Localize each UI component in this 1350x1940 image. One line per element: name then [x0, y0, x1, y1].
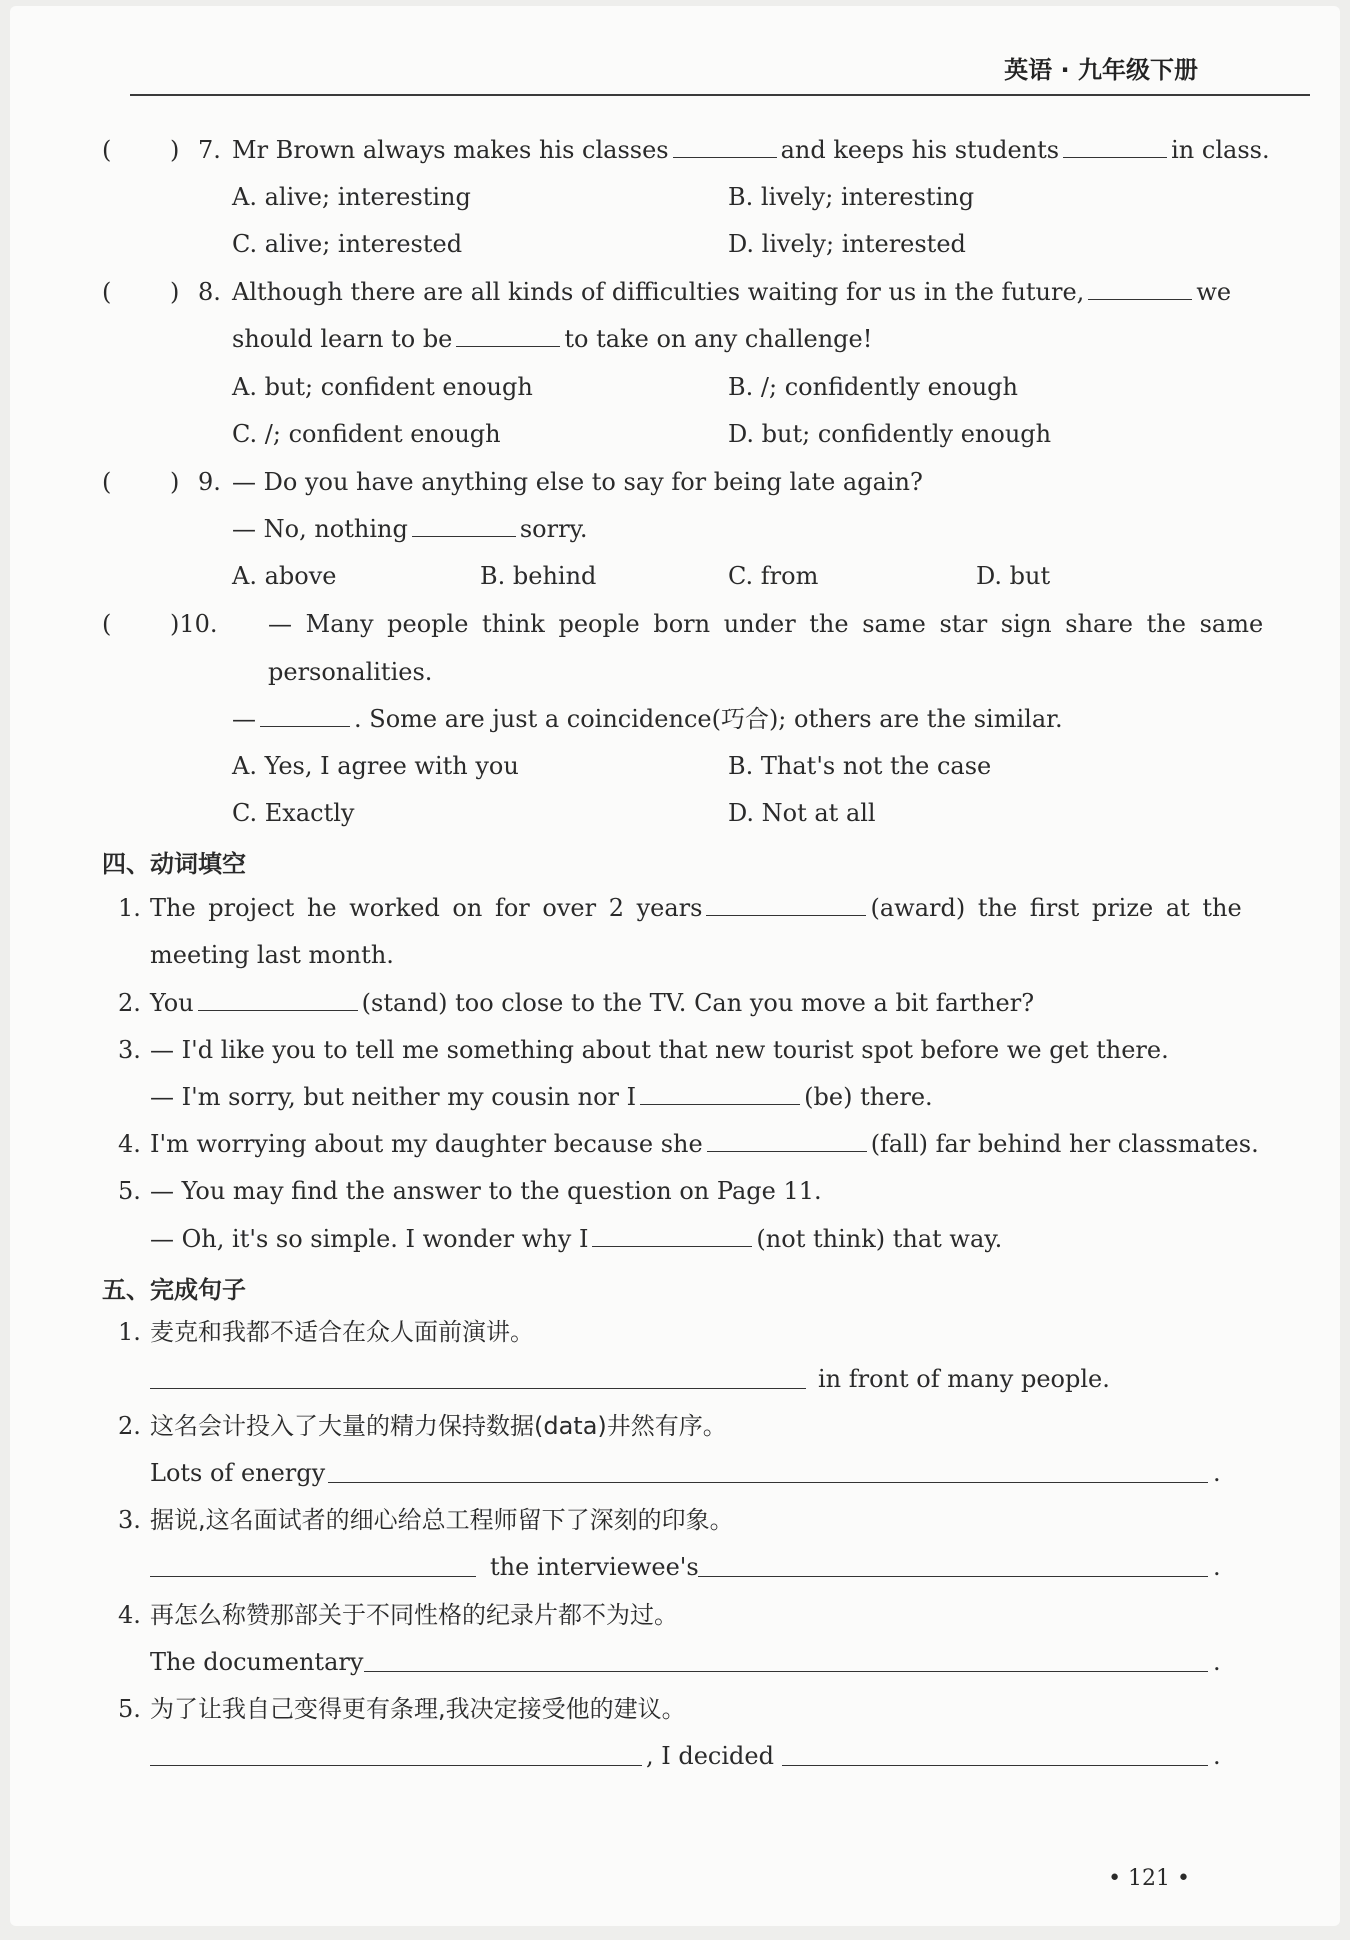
answer-blank[interactable]	[456, 324, 560, 347]
option-c: C. from	[728, 562, 819, 590]
option-c: C. alive; interested	[232, 230, 463, 258]
answer-blank[interactable]	[198, 988, 358, 1011]
answer-blank[interactable]	[707, 1129, 867, 1152]
answer-blank[interactable]	[260, 704, 350, 727]
page-header	[130, 46, 1310, 96]
option-b: B. /; confidently enough	[728, 373, 1018, 401]
option-b: B. lively; interesting	[728, 183, 975, 211]
option-a: A. alive; interesting	[232, 183, 471, 211]
option-c: C. Exactly	[232, 799, 355, 827]
answer-blank[interactable]	[592, 1224, 752, 1247]
question-stem: — Do you have anything else to say for being late again?	[232, 468, 923, 496]
answer-line[interactable]	[328, 1482, 1208, 1483]
option-d: D. but	[976, 562, 1051, 590]
question-number: 9.	[198, 468, 221, 496]
answer-blank[interactable]	[412, 514, 516, 537]
option-d: D. Not at all	[728, 799, 876, 827]
question-stem: — Many people think people born under the same star sign share the same	[268, 610, 1264, 638]
section-title-complete-sentences: 五、完成句子	[102, 1276, 246, 1304]
section-title-verb-fill: 四、动词填空	[102, 850, 246, 878]
page-number: • 121 •	[1108, 1866, 1190, 1891]
answer-blank[interactable]	[640, 1082, 800, 1105]
question-stem-cont: personalities.	[268, 658, 433, 686]
answer-blank[interactable]	[1088, 277, 1192, 300]
question-stem-line2: — No, nothing sorry.	[232, 515, 588, 543]
option-d: D. but; confidently enough	[728, 420, 1052, 448]
question-stem-line2: should learn to be to take on any challenge!	[232, 325, 873, 353]
question-stem: Mr Brown always makes his classes and keeps his students in class.	[232, 136, 1270, 164]
option-a: A. Yes, I agree with you	[232, 752, 519, 780]
answer-line[interactable]	[698, 1576, 1208, 1577]
option-d: D. lively; interested	[728, 230, 966, 258]
worksheet-page: 英语 · 九年级下册 ( ) 7. Mr Brown always makes his classes and keeps his students in class. A. alive; interesting B. lively; interesting C. alive; interested D. lively; interested ( ) 8. Although there are all kinds of difficulties waiting for us in the future, we should learn to be to take on any challenge! A. but; confident enough B. /; confidently enough C. /; confident enough D. but; confidently enough ( ) 9. — Do you have anything else to say for being late again? — No, nothing sorry. A. above B. behind C. from D. but ( )10. — Many people think people born under the same star sign share the same personalities. — . Some are just a coincidence(巧合); others are the similar. A. Yes, I agree with you B. That's not the case C. Exactly D. Not at all 四、动词填空 1. The project he worked on for over 2 years (award) the first prize at the meeting last month. 2. You (stand) too close to the TV. Can you move a bit farther? 3. — I'd like you to tell me something about that new tourist spot before we get there. — I'm sorry, but neither my cousin nor I (be) there. 4. I'm worrying about my daughter because she (fall) far behind her classmates. 5. — You may find the answer to the question on Page 11. — Oh, it's so simple. I wonder why I (not think) that way. 五、完成句子 1. 麦克和我都不适合在众人面前演讲。 in front of many people. 2. 这名会计投入了大量的精力保持数据(data)井然有序。 Lots of energy . 3. 据说,这名面试者的细心给总工程师留下了深刻的印象。 the interviewee's . 4. 再怎么称赞那部关于不同性格的纪录片都不为过。 The documentary . 5. 为了让我自己变得更有条理,我决定接受他的建议。 , I decided . • 121 •	[10, 6, 1340, 1926]
answer-line[interactable]	[150, 1388, 806, 1389]
answer-line[interactable]	[150, 1765, 642, 1766]
option-b: B. That's not the case	[728, 752, 992, 780]
answer-line[interactable]	[364, 1671, 1208, 1672]
answer-blank[interactable]	[673, 135, 777, 158]
answer-blank[interactable]	[706, 893, 866, 916]
question-stem: Although there are all kinds of difficulties waiting for us in the future, we	[232, 278, 1232, 306]
question-number: 8.	[198, 278, 221, 306]
option-c: C. /; confident enough	[232, 420, 501, 448]
question-number: 7.	[198, 136, 221, 164]
answer-line[interactable]	[150, 1576, 476, 1577]
answer-blank[interactable]	[1063, 135, 1167, 158]
option-b: B. behind	[480, 562, 597, 590]
header-title: 英语 · 九年级下册	[1004, 56, 1198, 84]
option-a: A. but; confident enough	[232, 373, 533, 401]
question-stem-line2: — . Some are just a coincidence(巧合); others are the similar.	[232, 705, 1063, 733]
answer-line[interactable]	[782, 1765, 1208, 1766]
option-a: A. above	[232, 562, 337, 590]
